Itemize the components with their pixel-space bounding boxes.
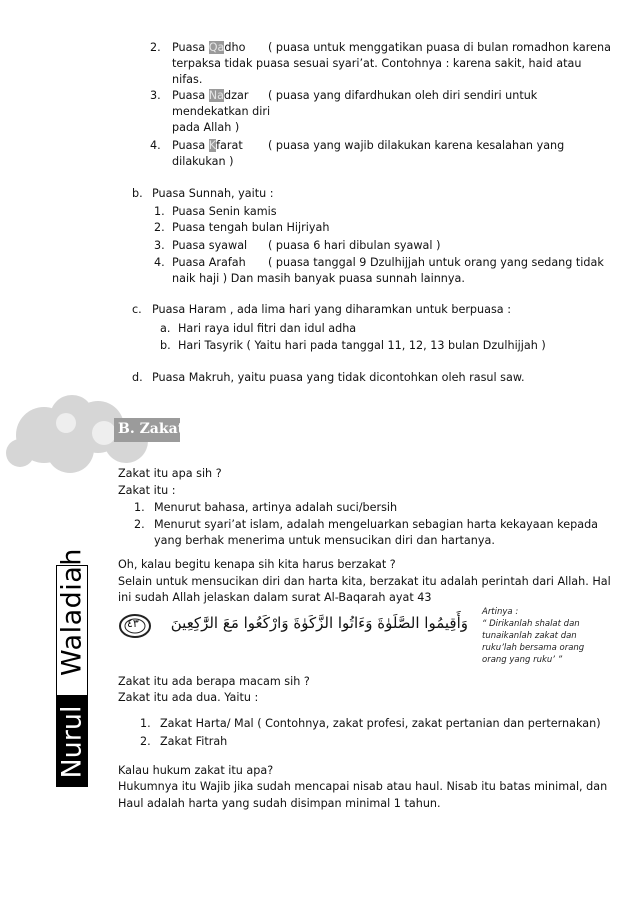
item-label: Puasa Qadho bbox=[172, 41, 246, 54]
translation-line: “ Dirikanlah shalat dan bbox=[482, 619, 580, 629]
item-number: 3. bbox=[150, 89, 161, 102]
list-item: Puasa tengah bulan Hijriyah bbox=[172, 221, 330, 234]
translation-line: orang yang ruku’ ” bbox=[482, 655, 563, 665]
item-number: 2. bbox=[154, 221, 165, 234]
item-desc: ( puasa yang difardhukan oleh diri sendiri untuk bbox=[268, 89, 538, 102]
translation-line: ruku’lah bersama orang bbox=[482, 643, 585, 653]
item-desc-cont: naik haji ) Dan masih banyak puasa sunnah lainnya. bbox=[172, 272, 465, 285]
sunnah-heading: Puasa Sunnah, yaitu : bbox=[152, 187, 274, 200]
item-number: 2. bbox=[134, 518, 145, 531]
question-text: Zakat itu ada berapa macam sih ? bbox=[118, 675, 310, 688]
item-desc-cont: pada Allah ) bbox=[172, 121, 240, 134]
list-item: Puasa Senin kamis bbox=[172, 205, 277, 218]
list-item: Hari Tasyrik ( Yaitu hari pada tanggal 11, 12, 13 bulan Dzulhijjah ) bbox=[178, 339, 546, 352]
paragraph-text: Zakat itu : bbox=[118, 484, 176, 497]
paragraph-text: ini sudah Allah jelaskan dalam surat Al-Baqarah ayat 43 bbox=[118, 591, 432, 604]
item-desc-cont: dilakukan ) bbox=[172, 155, 234, 168]
item-label: Puasa Kfarat bbox=[172, 139, 243, 152]
list-item: Hari raya idul fitri dan idul adha bbox=[178, 322, 357, 335]
item-desc-cont: yang berhak menerima untuk mensucikan diri dan hartanya. bbox=[154, 534, 495, 547]
arabic-verse bbox=[118, 612, 470, 642]
side-title-border bbox=[56, 565, 88, 787]
item-number: 3. bbox=[154, 239, 165, 252]
side-title-nurul: Nurul bbox=[56, 705, 88, 779]
question-text: Oh, kalau begitu kenapa sih kita harus berzakat ? bbox=[118, 558, 396, 571]
item-number: 2. bbox=[150, 41, 161, 54]
item-number: 1. bbox=[154, 205, 165, 218]
item-desc: ( puasa 6 hari dibulan syawal ) bbox=[268, 239, 441, 252]
list-item: Puasa syawal bbox=[172, 239, 248, 252]
list-item: Zakat Harta/ Mal ( Contohnya, zakat profesi, zakat pertanian dan perternakan) bbox=[160, 717, 601, 730]
verse-number: ٤٣ bbox=[127, 617, 139, 630]
list-marker: c. bbox=[132, 303, 142, 316]
list-item: Puasa Arafah bbox=[172, 256, 246, 269]
translation-line: tunaikanlah zakat dan bbox=[482, 631, 577, 641]
list-marker: d. bbox=[132, 371, 143, 384]
item-number: b. bbox=[160, 339, 171, 352]
section-title: B. Zakat bbox=[118, 421, 185, 437]
item-desc: ( puasa yang wajib dilakukan karena kesalahan yang bbox=[268, 139, 565, 152]
list-item: Zakat Fitrah bbox=[160, 735, 228, 748]
item-desc-cont: nifas. bbox=[172, 73, 203, 86]
item-number: 4. bbox=[150, 139, 161, 152]
item-number: 1. bbox=[140, 717, 151, 730]
item-number: 2. bbox=[140, 735, 151, 748]
paragraph-text: Selain untuk mensucikan diri dan harta kita, berzakat itu adalah perintah dari Allah. Hal bbox=[118, 575, 611, 588]
translation-label: Artinya : bbox=[482, 607, 519, 617]
translation-note bbox=[482, 606, 600, 666]
item-desc: ( puasa untuk menggatikan puasa di bulan romadhon karena bbox=[268, 41, 611, 54]
item-desc-cont: mendekatkan diri bbox=[172, 105, 271, 118]
list-item: Menurut bahasa, artinya adalah suci/bersih bbox=[154, 501, 398, 514]
makruh-item: Puasa Makruh, yaitu puasa yang tidak dicontohkan oleh rasul saw. bbox=[152, 371, 525, 384]
paragraph-text: Haul adalah harta yang sudah disimpan minimal 1 tahun. bbox=[118, 797, 441, 810]
item-desc-cont: terpaksa tidak puasa sesuai syari’at. Contohnya : karena sakit, haid atau bbox=[172, 57, 582, 70]
list-item: Menurut syari’at islam, adalah mengeluarkan sebagian harta kekayaan kepada bbox=[154, 518, 599, 531]
item-number: a. bbox=[160, 322, 171, 335]
arabic-text: وَأَقِيمُوا الصَّلَوٰةَ وَءَاتُوا الزَّكَوٰةَ وَارْكَعُوا مَعَ الرَّٰكِعِينَ bbox=[170, 614, 468, 632]
side-title-waladiah: Waladiah bbox=[56, 548, 88, 676]
item-number: 4. bbox=[154, 256, 165, 269]
question-text: Kalau hukum zakat itu apa? bbox=[118, 764, 274, 777]
paragraph-text: Hukumnya itu Wajib jika sudah mencapai nisab atau haul. Nisab itu batas minimal, dan bbox=[118, 780, 608, 793]
haram-heading: Puasa Haram , ada lima hari yang diharamkan untuk berpuasa : bbox=[152, 303, 511, 316]
question-text: Zakat itu apa sih ? bbox=[118, 467, 222, 480]
list-marker: b. bbox=[132, 187, 143, 200]
item-number: 1. bbox=[134, 501, 145, 514]
paragraph-text: Zakat itu ada dua. Yaitu : bbox=[118, 691, 259, 704]
item-label: Puasa Nadzar bbox=[172, 89, 249, 102]
item-desc: ( puasa tanggal 9 Dzulhijjah untuk orang yang sedang tidak bbox=[268, 256, 604, 269]
